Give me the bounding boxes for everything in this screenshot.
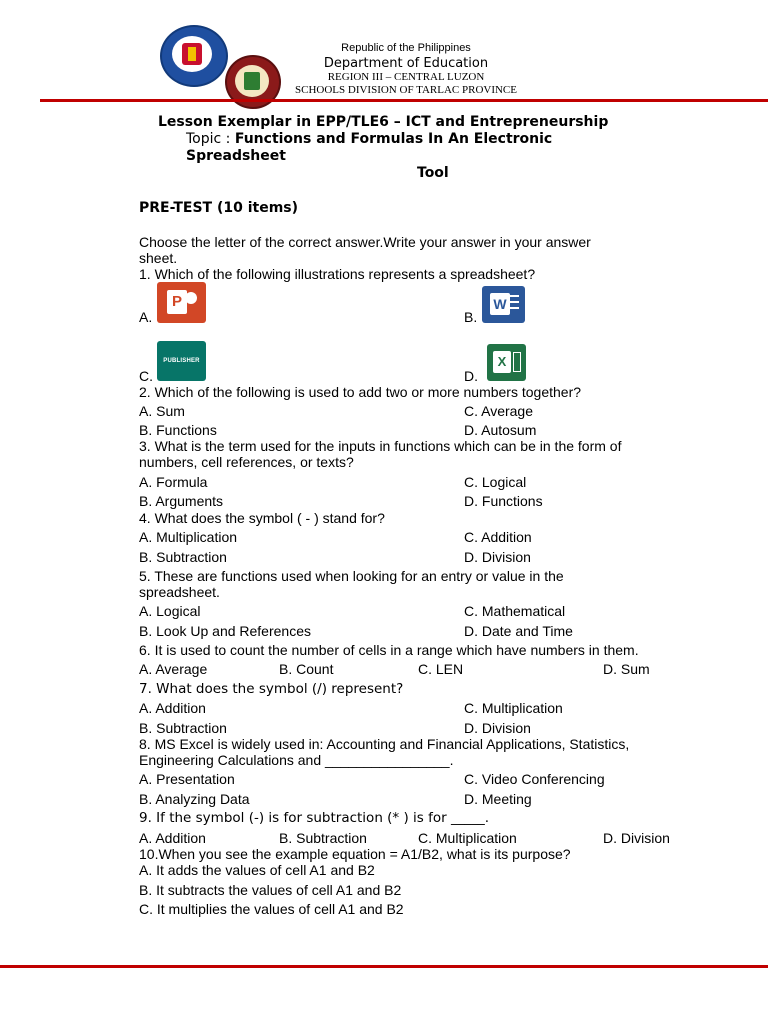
- q9-option-a: A. Addition: [139, 830, 206, 846]
- pretest-heading: PRE-TEST (10 items): [139, 200, 299, 216]
- q3-option-d: D. Functions: [464, 493, 543, 509]
- q4-option-c: C. Addition: [464, 529, 532, 545]
- q2-option-b: B. Functions: [139, 422, 217, 438]
- q8-question-2: Engineering Calculations and ________________.: [139, 752, 454, 768]
- word-icon: W: [482, 286, 525, 323]
- q1-option-d-label: D.: [464, 368, 478, 384]
- q5-option-c: C. Mathematical: [464, 603, 566, 619]
- q6-option-d: D. Sum: [603, 661, 650, 677]
- header-department: Department of Education: [323, 56, 489, 71]
- q3-question-2: numbers, cell references, or texts?: [139, 454, 354, 470]
- header-red-rule: [40, 99, 768, 102]
- q8-option-d: D. Meeting: [464, 791, 532, 807]
- footer-red-rule: [0, 965, 768, 968]
- topic-line: [186, 131, 552, 147]
- q10-option-c: C. It multiplies the values of cell A1 and B2: [139, 901, 404, 917]
- q10-option-a: A. It adds the values of cell A1 and B2: [139, 862, 375, 878]
- q8-question-1: 8. MS Excel is widely used in: Accounting and Financial Applications, Statistics,: [139, 736, 630, 752]
- q5-question-1: 5. These are functions used when looking for an entry or value in the: [139, 568, 564, 584]
- q5-option-b: B. Look Up and References: [139, 623, 311, 639]
- q9-option-c: C. Multiplication: [418, 830, 517, 846]
- topic-prefix: Topic :: [186, 131, 235, 147]
- q5-option-a: A. Logical: [139, 603, 201, 619]
- q2-option-c: C. Average: [464, 403, 534, 419]
- q3-option-c: C. Logical: [464, 474, 527, 490]
- q6-option-c: C. LEN: [418, 661, 464, 677]
- q9-option-b: B. Subtraction: [279, 830, 367, 846]
- header-region: REGION III – CENTRAL LUZON: [327, 71, 485, 83]
- q7-option-d: D. Division: [464, 720, 531, 736]
- q4-option-d: D. Division: [464, 549, 531, 565]
- q10-question: 10.When you see the example equation = A1/B2, what is its purpose?: [139, 846, 571, 862]
- topic-title-1: Functions and Formulas In An Electronic: [234, 131, 553, 147]
- q5-option-d: D. Date and Time: [464, 623, 573, 639]
- q1-question: 1. Which of the following illustrations represents a spreadsheet?: [139, 266, 536, 282]
- q1-option-a-label: A.: [139, 309, 153, 325]
- q2-option-a: A. Sum: [139, 403, 185, 419]
- q5-question-2: spreadsheet.: [139, 584, 220, 600]
- powerpoint-icon: P: [157, 282, 206, 323]
- q3-option-a: A. Formula: [139, 474, 208, 490]
- topic-title-2: Spreadsheet: [186, 148, 286, 164]
- q4-option-a: A. Multiplication: [139, 529, 238, 545]
- q1-option-c-label: C.: [139, 368, 153, 384]
- q6-option-b: B. Count: [279, 661, 334, 677]
- q8-option-a: A. Presentation: [139, 771, 235, 787]
- q7-option-a: A. Addition: [139, 700, 206, 716]
- publisher-icon: PUBLISHER: [157, 341, 206, 381]
- q3-option-b: B. Arguments: [139, 493, 224, 509]
- q3-question-1: 3. What is the term used for the inputs in functions which can be in the form of: [139, 438, 622, 454]
- q4-option-b: B. Subtraction: [139, 549, 227, 565]
- q2-question: 2. Which of the following is used to add two or more numbers together?: [139, 384, 582, 400]
- q7-option-b: B. Subtraction: [139, 720, 227, 736]
- q4-question: 4. What does the symbol ( - ) stand for?: [139, 510, 385, 526]
- instruction-line-2: sheet.: [139, 250, 178, 266]
- topic-title-3: Tool: [417, 165, 449, 181]
- q7-option-c: C. Multiplication: [464, 700, 563, 716]
- q9-option-d: D. Division: [603, 830, 670, 846]
- excel-icon: X: [487, 344, 526, 381]
- q1-option-b-label: B.: [464, 309, 478, 325]
- q8-option-b: B. Analyzing Data: [139, 791, 250, 807]
- q6-question: 6. It is used to count the number of cells in a range which have numbers in them.: [139, 642, 639, 658]
- header-division: SCHOOLS DIVISION OF TARLAC PROVINCE: [295, 84, 517, 96]
- header-republic: Republic of the Philippines: [341, 42, 471, 54]
- instruction-line-1: Choose the letter of the correct answer.Write your answer in your answer: [139, 234, 591, 250]
- q8-option-c: C. Video Conferencing: [464, 771, 605, 787]
- lesson-title: Lesson Exemplar in EPP/TLE6 – ICT and Entrepreneurship: [158, 114, 609, 130]
- q6-option-a: A. Average: [139, 661, 208, 677]
- q7-question: 7. What does the symbol (/) represent?: [139, 681, 404, 697]
- q2-option-d: D. Autosum: [464, 422, 537, 438]
- q9-question: 9. If the symbol (-) is for subtraction (* ) is for _____.: [139, 810, 489, 826]
- deped-seal-logo: [160, 25, 228, 87]
- q10-option-b: B. It subtracts the values of cell A1 and B2: [139, 882, 402, 898]
